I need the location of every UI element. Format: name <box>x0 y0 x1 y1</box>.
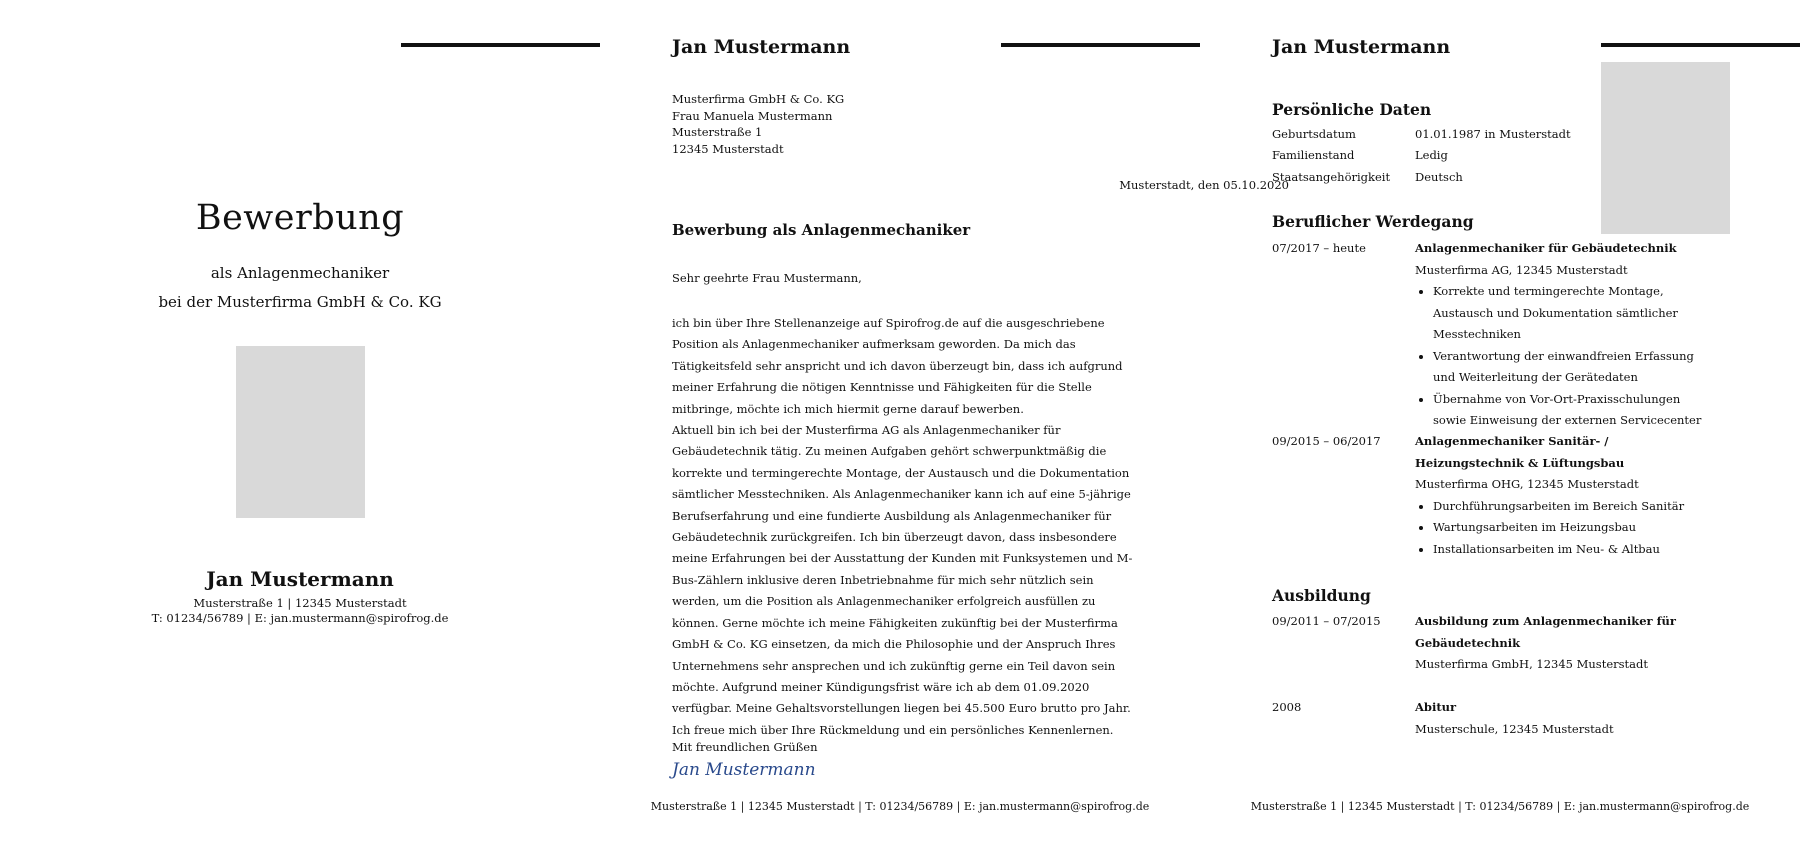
education-org: Musterschule, 12345 Musterstadt <box>1415 721 1614 736</box>
signature: Jan Mustermann <box>672 760 816 780</box>
section-title-career: Beruflicher Werdegang <box>1272 212 1474 231</box>
section-title-education: Ausbildung <box>1272 586 1371 605</box>
list-item: • Wartungsarbeiten im Heizungsbau <box>1433 517 1715 539</box>
personal-key: Geburtsdatum <box>1272 127 1356 141</box>
letter-footer: Musterstraße 1 | 12345 Musterstadt | T: 01234/56789 | E: jan.mustermann@spirofrog.de <box>650 800 1150 813</box>
personal-value: Deutsch <box>1415 170 1463 184</box>
recipient-line: Musterfirma GmbH & Co. KG <box>672 92 845 106</box>
letter-body <box>672 313 1142 741</box>
header-rule <box>1601 43 1800 47</box>
education-period: 09/2011 – 07/2015 <box>1272 614 1381 628</box>
career-title: Anlagenmechaniker für Gebäudetechnik <box>1415 241 1677 255</box>
personal-key: Familienstand <box>1272 148 1355 162</box>
cover-page <box>0 0 600 848</box>
letter-salutation: Sehr geehrte Frau Mustermann, <box>672 271 862 285</box>
letter-subject: Bewerbung als Anlagenmechaniker <box>672 221 971 239</box>
career-title: Anlagenmechaniker Sanitär- / Heizungstechnik & Lüftungsbau <box>1415 434 1625 470</box>
recipient-address <box>672 91 844 157</box>
list-item: • Übernahme von Vor-Ort-Praxisschulungen sowie Einweisung der externen Servicecenter <box>1433 389 1715 432</box>
recipient-line: Frau Manuela Mustermann <box>672 108 833 123</box>
letter-header-name: Jan Mustermann <box>672 36 851 58</box>
cv-page <box>1200 0 1800 848</box>
letter-paragraph: Aktuell bin ich bei der Musterfirma AG als Anlagenmechaniker für Gebäudetechnik tätig. Zu meinen Aufgaben gehört schwerpunktmäßig die korrekte und termingerechte Montage, der Austausch und die Dokumentation sämtlicher Messtechniken. Als Anlagenmechaniker kann ich auf eine 5-jährige Berufserfahrung und eine fundierte Ausbildung als Anlagenmechaniker für Gebäudetechnik zurückgreifen. Ich bin überzeugt davon, dass insbesondere meine Erfahrungen bei der Ausstattung der Kunden mit Funksystemen und M-Bus-Zählern inklusive deren Inbetriebnahme für mich sehr nützlich sein werden, um die Position als Anlagenmechaniker erfolgreich ausfüllen zu können. Gerne möchte ich meine Fähigkeiten zukünftig bei der Musterfirma GmbH & Co. KG einsetzen, da mich die Philosophie und der Anspruch Ihres Unternehmens sehr ansprechen und ich zukünftig gerne ein Teil davon sein möchte. Aufgrund meiner Kündigungsfrist wäre ich ab dem 01.09.2020 verfügbar. Meine Gehaltsvorstellungen liegen bei 45.500 Euro brutto pro Jahr. Ich freue mich über Ihre Rückmeldung und ein persönliches Kennenlernen. <box>672 423 1133 737</box>
letter-closing: Mit freundlichen Grüßen <box>672 740 818 754</box>
cover-address: Musterstraße 1 | 12345 Musterstadt <box>193 596 407 610</box>
career-period: 09/2015 – 06/2017 <box>1272 434 1381 448</box>
section-title-personal: Persönliche Daten <box>1272 100 1432 119</box>
header-rule <box>401 43 600 47</box>
education-period: 2008 <box>1272 700 1302 714</box>
education-content <box>1415 611 1715 676</box>
photo-placeholder <box>1601 62 1730 234</box>
cover-subtitle-position: als Anlagenmechaniker <box>210 264 390 282</box>
personal-key: Staatsangehörigkeit <box>1272 170 1391 184</box>
list-item: • Durchführungsarbeiten im Bereich Sanitär <box>1433 496 1715 518</box>
career-bullets <box>1415 281 1715 432</box>
education-title: Abitur <box>1415 700 1457 714</box>
photo-placeholder <box>236 346 365 518</box>
letter-date: Musterstadt, den 05.10.2020 <box>1119 178 1289 192</box>
cv-header-name: Jan Mustermann <box>1272 36 1451 58</box>
career-content <box>1415 431 1715 560</box>
career-content <box>1415 238 1715 432</box>
cover-name: Jan Mustermann <box>206 567 394 591</box>
cover-title: Bewerbung <box>195 198 405 238</box>
education-content <box>1415 697 1715 740</box>
cover-contact: T: 01234/56789 | E: jan.mustermann@spirofrog.de <box>151 611 449 625</box>
list-item: • Installationsarbeiten im Neu- & Altbau <box>1433 539 1715 561</box>
list-item: • Verantwortung der einwandfreien Erfassung und Weiterleitung der Gerätedaten <box>1433 346 1715 389</box>
career-period: 07/2017 – heute <box>1272 241 1366 255</box>
recipient-line: 12345 Musterstadt <box>672 141 784 156</box>
career-org: Musterfirma AG, 12345 Musterstadt <box>1415 262 1628 277</box>
personal-value: Ledig <box>1415 148 1448 162</box>
cover-subtitle-company: bei der Musterfirma GmbH & Co. KG <box>158 293 442 311</box>
career-org: Musterfirma OHG, 12345 Musterstadt <box>1415 477 1639 491</box>
education-title: Ausbildung zum Anlagenmechaniker für Gebäudetechnik <box>1415 614 1676 650</box>
recipient-line: Musterstraße 1 <box>672 125 763 139</box>
list-item: • Korrekte und termingerechte Montage, Austausch und Dokumentation sämtlicher Messtechniken <box>1433 281 1715 346</box>
header-rule <box>1001 43 1200 47</box>
cv-footer: Musterstraße 1 | 12345 Musterstadt | T: 01234/56789 | E: jan.mustermann@spirofrog.de <box>1250 800 1750 813</box>
career-bullets <box>1415 496 1715 561</box>
education-org: Musterfirma GmbH, 12345 Musterstadt <box>1415 657 1648 671</box>
personal-value: 01.01.1987 in Musterstadt <box>1415 127 1571 141</box>
letter-paragraph: ich bin über Ihre Stellenanzeige auf Spirofrog.de auf die ausgeschriebene Position als Anlagenmechaniker aufmerksam geworden. Da mich das Tätigkeitsfeld sehr anspricht und ich davon überzeugt bin, dass ich aufgrund meiner Erfahrung die nötigen Kenntnisse und Fähigkeiten für die Stelle mitbringe, möchte ich mich hiermit gerne darauf bewerben. <box>672 316 1123 416</box>
